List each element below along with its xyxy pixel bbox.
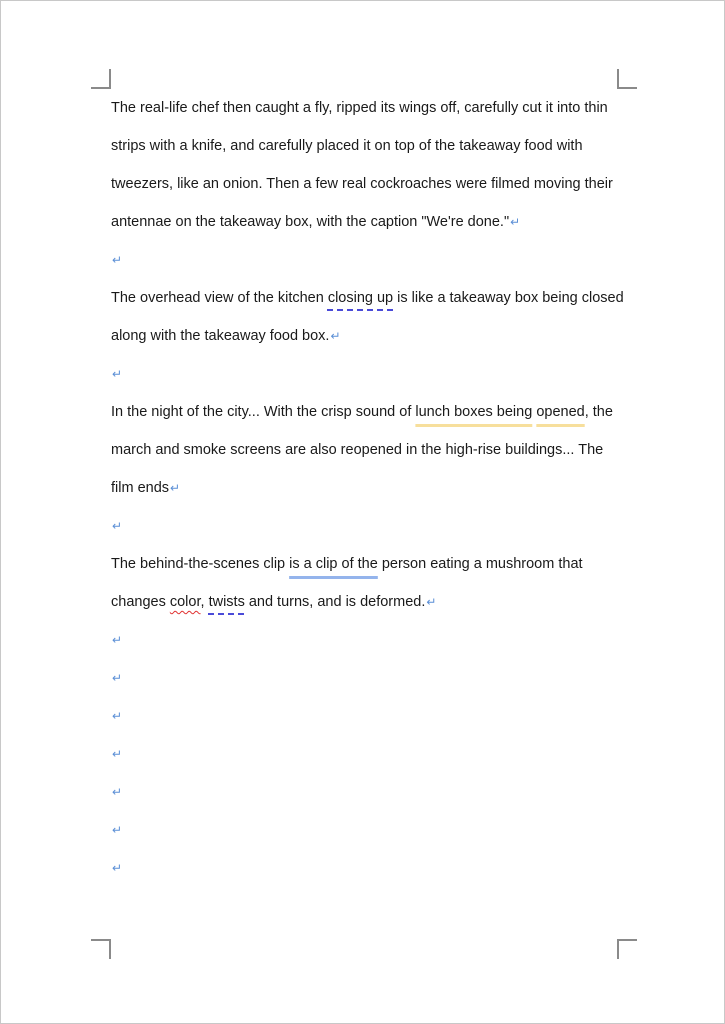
- margin-corner-top-left: [91, 69, 111, 89]
- paragraph-2-text-start: The overhead view of the kitchen: [111, 290, 328, 306]
- paragraph-mark-icon: ↵: [112, 785, 123, 799]
- paragraph-1-text: The real-life chef then caught a fly, ripped its wings off, carefully cut it into thin strips with a knife, and carefully placed it on top of the takeaway food with tweezers, like an onion. Then a few real cockroaches were filmed moving their antennae on the takeaway box, with the caption "We're done.": [111, 100, 613, 230]
- grammar-flag-twists[interactable]: twists: [208, 594, 245, 610]
- paragraph-4-text-middle: person eating a mushroom that changes: [111, 556, 583, 610]
- paragraph-mark-icon: ↵: [112, 633, 123, 647]
- paragraph-4-text-start: The behind-the-scenes clip: [111, 556, 290, 572]
- paragraph-mark-icon: ↵: [112, 519, 123, 533]
- empty-paragraph[interactable]: [111, 621, 626, 659]
- paragraph-mark-icon: ↵: [112, 823, 123, 837]
- paragraph-mark-icon: ↵: [112, 709, 123, 723]
- empty-paragraph[interactable]: [111, 241, 626, 279]
- paragraph-4-comma: ,: [200, 594, 209, 610]
- grammar-flag-closing-up[interactable]: closing up: [327, 290, 394, 306]
- paragraph-1[interactable]: [111, 89, 626, 241]
- paragraph-mark-icon: ↵: [112, 367, 123, 381]
- trailing-empty-paragraphs: [111, 621, 626, 887]
- paragraph-4[interactable]: [111, 545, 626, 621]
- paragraph-mark-icon: ↵: [112, 747, 123, 761]
- margin-corner-bottom-left: [91, 939, 111, 959]
- highlight-is-a-clip-of-the[interactable]: is a clip of the: [289, 556, 378, 572]
- margin-corner-bottom-right: [617, 939, 637, 959]
- paragraph-mark-icon: ↵: [426, 595, 437, 609]
- paragraph-4-text-end: and turns, and is deformed.: [244, 594, 426, 610]
- empty-paragraph[interactable]: [111, 735, 626, 773]
- empty-paragraph[interactable]: [111, 507, 626, 545]
- highlight-lunch-boxes-being[interactable]: lunch boxes being: [415, 404, 533, 420]
- paragraph-mark-icon: ↵: [330, 329, 341, 343]
- spelling-flag-color[interactable]: color: [169, 594, 201, 610]
- empty-paragraph[interactable]: [111, 811, 626, 849]
- paragraph-3-text-start: In the night of the city... With the crisp sound of: [111, 404, 416, 420]
- paragraph-2-text-end: is like a takeaway box being closed along with the takeaway food box.: [111, 290, 624, 344]
- empty-paragraph[interactable]: [111, 355, 626, 393]
- document-body[interactable]: [111, 89, 626, 887]
- paragraph-mark-icon: ↵: [112, 671, 123, 685]
- paragraph-mark-icon: ↵: [112, 861, 123, 875]
- empty-paragraph[interactable]: [111, 849, 626, 887]
- paragraph-mark-icon: ↵: [112, 253, 123, 267]
- empty-paragraph[interactable]: [111, 773, 626, 811]
- paragraph-2[interactable]: [111, 279, 626, 355]
- paragraph-mark-icon: ↵: [170, 481, 181, 495]
- paragraph-3[interactable]: [111, 393, 626, 507]
- highlight-opened[interactable]: opened: [536, 404, 585, 420]
- empty-paragraph[interactable]: [111, 697, 626, 735]
- paragraph-3-text-end: , the march and smoke screens are also reopened in the high-rise buildings... The film ends: [111, 404, 613, 496]
- margin-corner-top-right: [617, 69, 637, 89]
- paragraph-mark-icon: ↵: [510, 215, 521, 229]
- empty-paragraph[interactable]: [111, 659, 626, 697]
